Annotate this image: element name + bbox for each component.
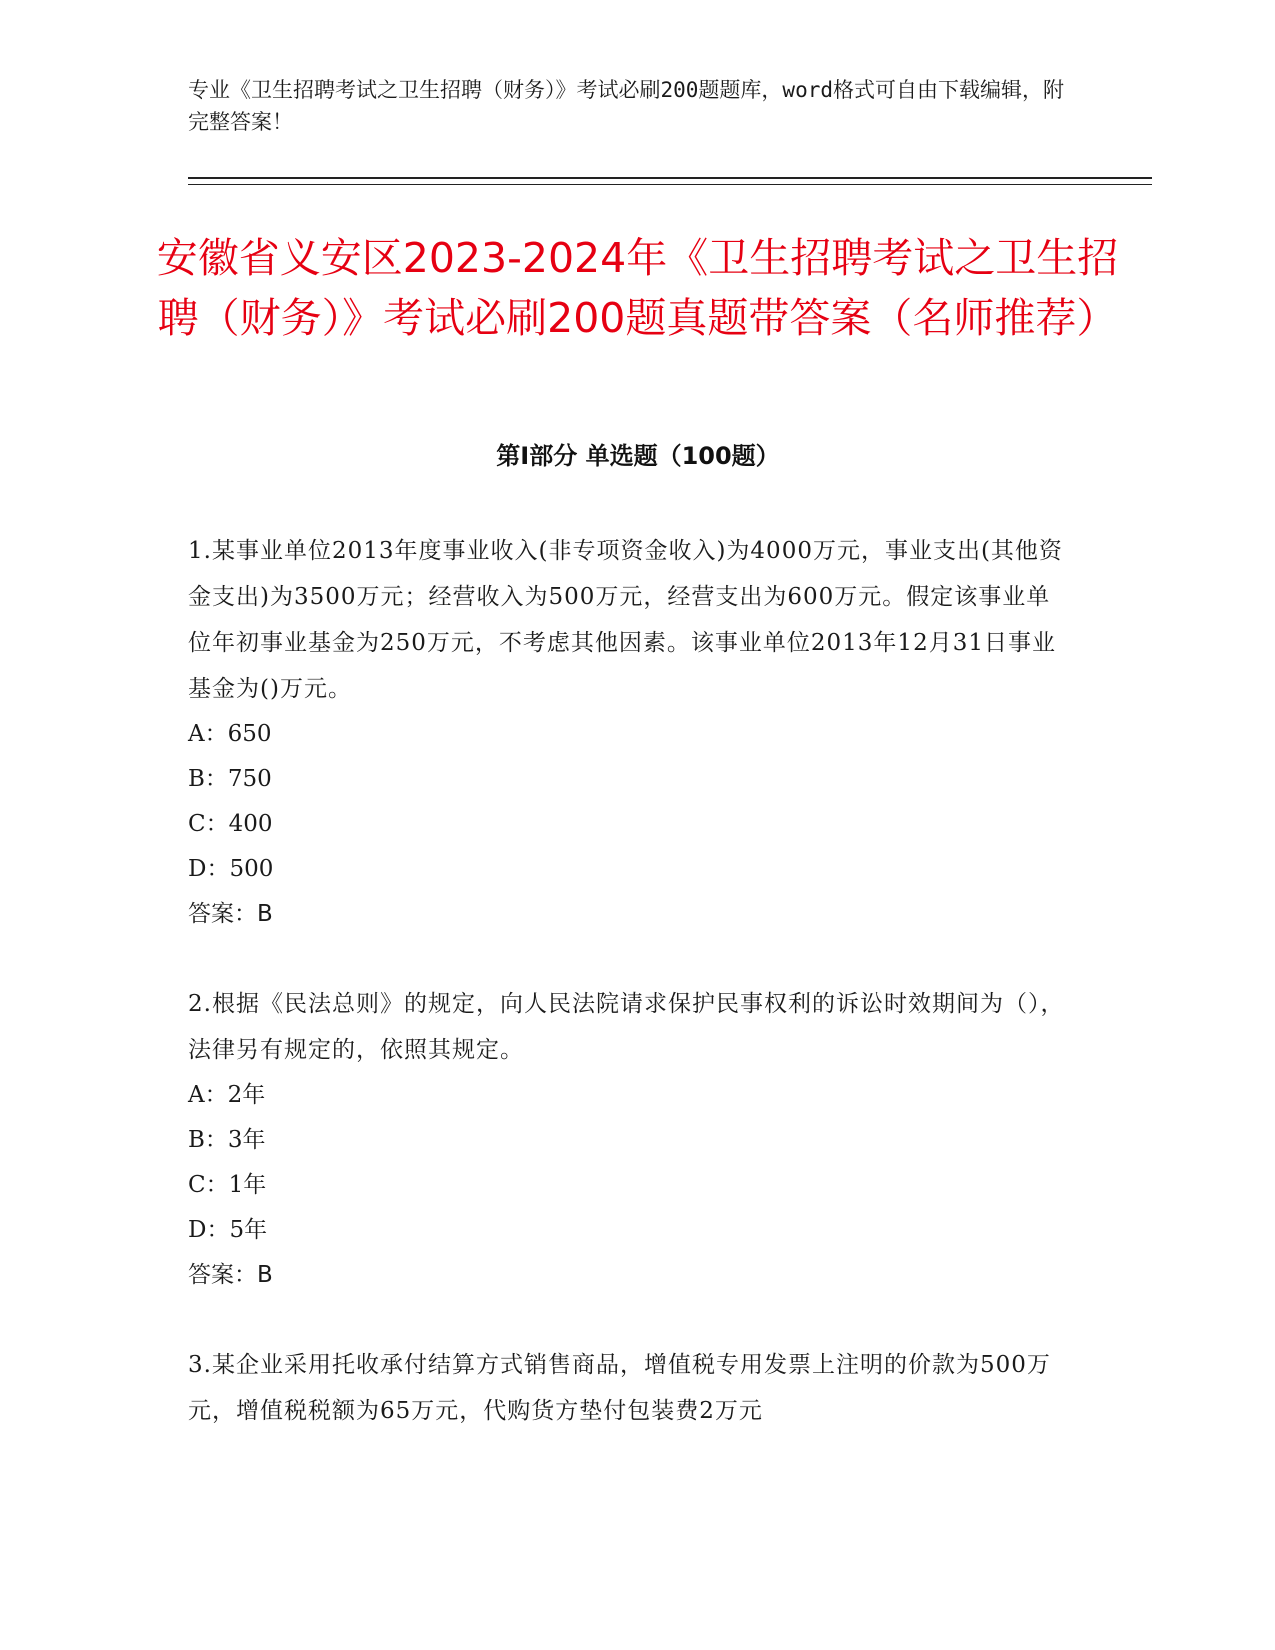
header-note: 专业《卫生招聘考试之卫生招聘（财务）》考试必刷200题题库，word格式可自由下载编辑，附完整答案！ bbox=[188, 78, 1064, 134]
question-3 bbox=[188, 1342, 1068, 1434]
header-divider-thick bbox=[188, 177, 1152, 179]
option-d: D：500 bbox=[188, 856, 274, 882]
answer-label: 答案：B bbox=[188, 901, 273, 927]
question-stem: 1.某事业单位2013年度事业收入(非专项资金收入)为4000万元，事业支出(其他资金支出)为3500万元；经营收入为500万元，经营支出为600万元。假定该事业单位年初事业基金为250万元，不考虑其他因素。该事业单位2013年12月31日事业基金为()万元。 bbox=[188, 538, 1063, 702]
answer-label: 答案：B bbox=[188, 1262, 273, 1288]
option-a: A：2年 bbox=[188, 1082, 266, 1108]
document-title: 安徽省义安区2023-2024年《卫生招聘考试之卫生招聘（财务）》考试必刷200题真题带答案（名师推荐） bbox=[156, 234, 1119, 342]
question-list bbox=[188, 528, 1068, 1478]
option-b: B：3年 bbox=[188, 1127, 266, 1153]
option-c: C：400 bbox=[188, 811, 273, 837]
option-d: D：5年 bbox=[188, 1217, 268, 1243]
question-1 bbox=[188, 528, 1068, 937]
header-divider-thin bbox=[188, 184, 1152, 185]
option-b: B：750 bbox=[188, 766, 272, 792]
section-title: 第Ⅰ部分 单选题（100题） bbox=[496, 442, 780, 470]
question-stem: 2.根据《民法总则》的规定，向人民法院请求保护民事权利的诉讼时效期间为（），法律另有规定的，依照其规定。 bbox=[188, 991, 1065, 1063]
option-c: C：1年 bbox=[188, 1172, 267, 1198]
question-2 bbox=[188, 981, 1068, 1298]
option-a: A：650 bbox=[188, 721, 272, 747]
question-stem: 3.某企业采用托收承付结算方式销售商品，增值税专用发票上注明的价款为500万元，增值税税额为65万元，代购货方垫付包装费2万元 bbox=[188, 1352, 1051, 1424]
